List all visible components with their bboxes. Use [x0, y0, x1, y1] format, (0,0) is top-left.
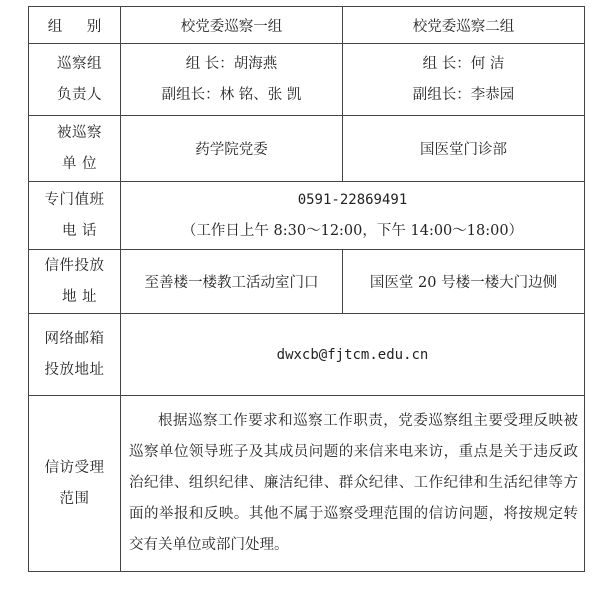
group2-leaders-cell	[343, 44, 585, 116]
hotline-phone: 0591-22869491	[297, 191, 408, 208]
mailbox-row	[29, 250, 585, 314]
email-label-line2: 投放地址	[44, 361, 105, 378]
mailbox-label-cell	[29, 250, 121, 314]
hotline-label-cell	[29, 182, 121, 250]
email-label-cell	[29, 314, 121, 396]
email-label-line1: 网络邮箱	[44, 330, 105, 347]
header-label: 组 别	[47, 18, 112, 35]
units-row	[29, 116, 585, 182]
units-label-line1: 被巡察	[57, 124, 102, 141]
group1-unit: 药学院党委	[121, 116, 343, 182]
hotline-row	[29, 182, 585, 250]
inspection-info-table	[28, 6, 585, 572]
mailbox-label-line2: 地 址	[61, 288, 98, 305]
group1-leaders-cell	[121, 44, 343, 116]
group1-header: 校党委巡察一组	[121, 7, 343, 44]
group2-deputy: 副组长：李恭园	[412, 86, 515, 103]
scope-text: 根据巡察工作要求和巡察工作职责，党委巡察组主要受理反映被巡察单位领导班子及其成员问题的来信来电来访，重点是关于违反政治纪律、组织纪律、廉洁纪律、群众纪律、工作纪律和生活纪律等方面的举报和反映。其他不属于巡察受理范围的信访问题，将按规定转交有关单位或部门处理。	[129, 413, 578, 553]
header-label-cell	[29, 7, 121, 44]
scope-label-line1: 信访受理	[44, 459, 105, 476]
group2-unit: 国医堂门诊部	[343, 116, 585, 182]
group2-header: 校党委巡察二组	[343, 7, 585, 44]
scope-row	[29, 396, 585, 572]
units-label-line2: 单 位	[61, 155, 98, 172]
scope-cell	[121, 396, 585, 572]
scope-label-cell	[29, 396, 121, 572]
hotline-label-line2: 电 话	[61, 222, 98, 239]
group2-leader: 组 长：何 洁	[422, 55, 505, 72]
email-row	[29, 314, 585, 396]
group1-leader: 组 长：胡海燕	[185, 55, 278, 72]
mailbox-label-line1: 信件投放	[44, 257, 105, 274]
header-row	[29, 7, 585, 44]
email-address: dwxcb@fjtcm.edu.cn	[121, 314, 585, 396]
leaders-label-line1: 巡察组	[57, 55, 102, 72]
units-label-cell	[29, 116, 121, 182]
group1-deputy: 副组长：林 铭、张 凯	[161, 86, 302, 103]
leaders-label-cell	[29, 44, 121, 116]
group2-mailbox: 国医堂 20 号楼一楼大门边侧	[343, 250, 585, 314]
leaders-row	[29, 44, 585, 116]
scope-label-line2: 范围	[59, 490, 90, 507]
hotline-cell	[121, 182, 585, 250]
hotline-hours: （工作日上午 8:30～12:00，下午 14:00～18:00）	[181, 222, 524, 239]
leaders-label-line2: 负责人	[57, 86, 102, 103]
group1-mailbox: 至善楼一楼教工活动室门口	[121, 250, 343, 314]
hotline-label-line1: 专门值班	[44, 191, 105, 208]
